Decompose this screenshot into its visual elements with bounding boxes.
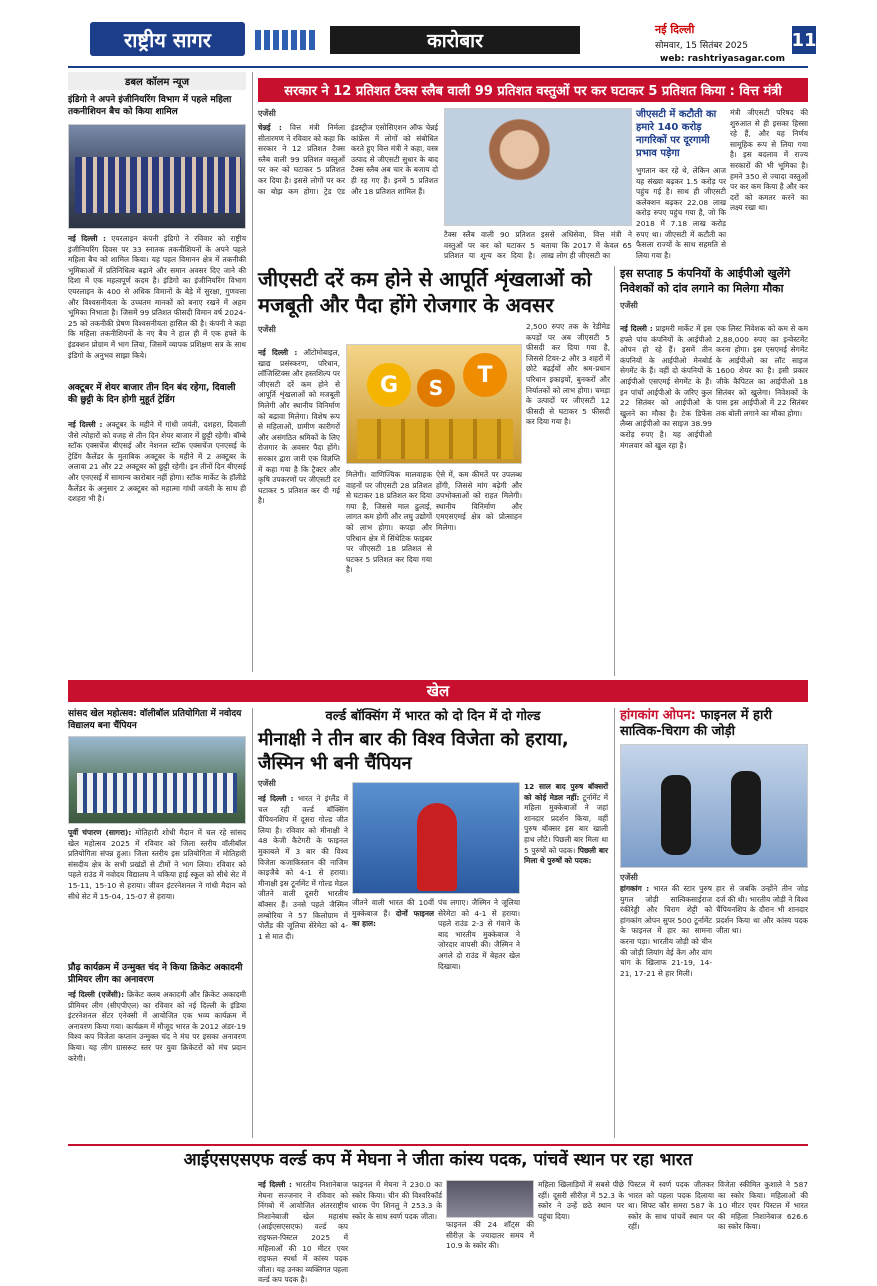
edition-date: सोमवार, 15 सितंबर 2025 (655, 41, 748, 51)
column-divider (252, 708, 253, 1138)
column-divider (614, 708, 615, 1138)
shooter-photo (446, 1180, 534, 1218)
photo-caption: जीतने वाली भारत की 10वीं मुक्केबाज हैं। (352, 898, 434, 918)
story-headline[interactable]: आईएसएसएफ वर्ल्ड कप में मेघना ने जीता कांस्य पदक, पांचवें स्थान पर रहा भारत (183, 1150, 693, 1170)
hk-open-story (620, 708, 808, 1138)
story-headline[interactable]: अक्टूबर में शेयर बाजार तीन दिन बंद रहेगा, दिवाली की छुट्टी के दिन होगी मुहूर्त ट्रेडिंग (68, 383, 236, 405)
story-body: पिस्टल में स्वर्ण पदक जीतकर भारत को पहला पदक दिलाया था। सिफ्ट कौर समरा 587 के स्कोर के साथ पांचवें स्थान पर रहीं। (628, 1180, 714, 1232)
dateline: नई दिल्ली : (258, 1180, 292, 1189)
story-body: फाइनल में मेघना ने 230.0 का स्कोर किया। चीन की विश्वरिकॉर्ड धारक पेंग शिनलु ने 253.3 के स्कोर के साथ स्वर्ण पदक जीता। (352, 1180, 442, 1221)
sports-banner: खेल (68, 680, 808, 702)
subhead: पिछली बार मिला थे पुरुषों को पदक: (524, 845, 608, 866)
story-headline[interactable]: सांसद खेल महोत्सव: वॉलीबॉल प्रतियोगिता में नवोदय विद्यालय बना चैंपियन (68, 709, 242, 731)
subhead: 12 साल बाद पुरुष बॉक्सरों को कोई मेडल नहीं: (524, 782, 608, 802)
gst-coins-image (346, 344, 522, 464)
byline: एजेंसी (620, 301, 638, 310)
story-headline[interactable]: जीएसटी दरें कम होने से आपूर्ति शृंखलाओं को मजबूती और पैदा होंगे रोजगार के अवसर (258, 267, 592, 317)
story-body: टूर्नामेंट में महिला मुक्केबाजों ने जहां शानदार प्रदर्शन किया, वहीं पुरुष बॉक्सर इस बार खाली हाथ लौटे। पिछली बार मिला था 5 पुरुषों को पदक। (524, 792, 608, 855)
story-body: क्रिकेट क्लब अकादमी और क्रिकेट अकादमी प्रीमियर लीग (सीएपीएल) का रविवार को नई दिल्ली के इंडिया इंटरनेशनल सेंटर एनेक्सी में आयोजित एक भव्य कार्यक्रम में अनावरण किया गया। कार्यक्रम में मौजूद भारत के 2012 अंडर-19 विश्व कप विजेता कप्तान उन्मुक्त चंद ने मंच पर इसका अनावरण किया। यह लीग ग्रासरूट स्तर पर युवा क्रिकेटरों को मंच प्रदान करेगी। (68, 990, 247, 1063)
byline: एजेंसी (258, 109, 276, 118)
edition-city: नई दिल्ली (655, 23, 695, 36)
dateline: नई दिल्ली : (258, 348, 298, 357)
story-body: विजेता स्कीमित कुशाले ने 587 का स्कोर किया। महिलाओं की 10 मीटर एयर पिस्टल में भारत की महिला निशानेबाज 626.6 का स्कोर किया। (718, 1180, 808, 1232)
story-headline[interactable]: इंडिगो ने अपने इंजीनियरिंग विभाग में पहले महिला तकनीशियन बैच को किया शामिल (68, 95, 232, 117)
lead-headline[interactable]: सरकार ने 12 प्रतिशत टैक्स स्लैब वाली 99 प्रतिशत वस्तुओं पर कर घटाकर 5 प्रतिशत किया : वित्त मंत्री (258, 78, 808, 102)
dateline: नई दिल्ली : (258, 794, 294, 803)
gst-letter-g: G (367, 363, 411, 407)
story-kicker: हांगकांग ओपन: (620, 708, 696, 723)
story-body: एयरलाइन कंपनी इंडिगो ने रविवार को राष्ट्रीय इंजीनियरिंग दिवस पर 33 स्नातक तकनीशियनों के अपने पहले महिला बैच को शामिल किया। यह पहल विमानन क्षेत्र में तकनीकी भूमिकाओं में प्रतिनिधित्व बढ़ाने और समान अवसर दिए जाने की दिशा में एक महत्वपूर्ण कदम है। इंडिगो का इंजीनियरिंग विभाग एयरलाइन के 400 से अधिक विमानों के बेड़े में सुरक्षा, गुणवत्ता और विश्वसनीयता के उच्चतम मानकों को बनाए रखने में अहम भूमिका निभाता है। जिसमें 99 प्रतिशत फीसदी विमान वर्ष 2024-25 को तकनीकी प्रेषण विश्वसनीयता हासिल की है। कंपनी ने कहा कि महिला तकनीशियनों के नए बैच ने हाल ही में एक हफ्ते के इंडक्शन प्रोग्राम में भाग लिया, जिसमें व्यापक प्रशिक्षण सत्र के साथ इंडिगो के अनुभव साझा किये। (68, 234, 246, 360)
lead-story-left (258, 108, 438, 258)
dateline: नई दिल्ली : (68, 234, 106, 243)
lead-pull-quote-column (636, 108, 726, 258)
coin-stacks (357, 419, 513, 459)
story-body: मिलेगी। वाणिज्यिक मालवाहक वाहनों पर जीएसटी 28 प्रतिशत से घटाकर 18 प्रतिशत कर दिया गया है, जिससे माल ढुलाई, लागत कम होगी और लघु उद्योगों को लाभ होगा। कपड़ा और परिधान क्षेत्र में सिंथेटिक फाइबर पर जीएसटी 18 प्रतिशत से घटकर 5 प्रतिशत कर दिया गया है। (346, 470, 432, 575)
brand-logo: राष्ट्रीय सागर (90, 22, 245, 56)
story-body: ऐसे में, कम कीमतें पर उपलब्ध होंगी, जिससे मांग बढ़ेगी और उपभोक्ताओं को राहत मिलेगी। स्थानीय विनिर्माण और एमएसएमई क्षेत्र को प्रोत्साहन मिलेगा। (436, 470, 522, 532)
story-body: भारत ने इंग्लैंड में चल रही वर्ल्ड बॉक्सिंग चैंपियनशिप में दूसरा गोल्ड जीत लिया है। रविवार को मीनाक्षी ने 48 केजी कैटेगरी के फाइनल मुकाबले में 3 बार की विश्व विजेता कजाकिस्तान की नाजिम काइजैबे को 4-1 से हराया। मीनाक्षी इस टूर्नामेंट में गोल्ड मेडल जीतने वाली दूसरी भारतीय बॉक्सर हैं। उनसे पहले जैस्मिन लम्बोरिया ने 57 किलोग्राम में पोलैंड की जूलिया सेरेमेटा को 4-1 से मात दी। (258, 794, 348, 941)
story-body: प्राइमरी मार्केट में इस हफ्ते पांच कंपनियों के आईपीओ ओपन हो रहे हैं। इसमें तीन कंपनियों के आईपीओ मेनबोर्ड सेगमेंट के हैं। वहीं दो कंपनियों के आईपीओ एसएमई सेगमेंट के हैं। इन पांचों आईपीओ के जरिए कुल 22 सितंबर को आईपीओ के खुलने का मौका है। टेक डिफेंस लैब्स आईपीओ का साइज 38.99 करोड़ रुपए है। यह आईपीओ मंगलवार को खुल रहा है। (620, 324, 712, 450)
page-number: 11 (792, 26, 816, 54)
story-headline[interactable]: मीनाक्षी ने तीन बार की विश्व विजेता को हराया, जैस्मिन भी बनी चैंपियन (258, 729, 569, 774)
story-body: एक लिस्ट निवेशक को कम से कम 2,88,000 रुपए का इन्वेस्टमेंट करना होगा। इस एसएमई सेगमेंट के आईपीओ का लॉट साइज 1600 शेयर का है। इसी प्रकार जीके कैपिटल का आईपीओ 18 सितंबर को खुलेगा। निवेशकों के पास इस आईपीओ में 22 सितंबर तक बोली लगाने का मौका होगा। (716, 324, 808, 418)
section-title: कारोबार (330, 26, 580, 54)
column-divider (252, 72, 253, 672)
gst-letter-t: T (463, 353, 507, 397)
gst-story (258, 266, 610, 676)
dateline: नई दिल्ली : (68, 420, 103, 429)
column-label: डबल कॉलम न्यूज (68, 72, 246, 90)
dateline: नई दिल्ली (एजेंसी): (68, 990, 125, 999)
story-body: भुगतान कर रहे थे, लेकिन आज यह संख्या बढ़कर 1.5 करोड़ पर पहुंच गई है। साथ ही जीएसटी कलेक्शन बढ़कर 22.08 लाख करोड़ रुपए पहुंच गया है, जो कि 2018 में 7.18 लाख करोड़ रुपए था। जीएसटी में कटौती का फैसला राज्यों के साथ सहमति से लिया गया है। (636, 166, 726, 260)
story-kicker: वर्ल्ड बॉक्सिंग में भारत को दो दिन में दो गोल्ड (325, 709, 541, 724)
story-body: अक्टूबर के महीने में गांधी जयंती, दशहरा, दिवाली जैसे त्योहारों को वजह से तीन दिन शेयर बाजार में छुट्टी रहेगी। बॉम्बे स्टॉक एक्सचेंज बीएसई और नेशनल स्टॉक एक्सचेंज एनएसई के ट्रेडिंग कैलेंडर के मुताबिक अक्टूबर के महीने में 2 अक्टूबर के अलावा 21 और 22 अक्टूबर को छुट्टी रहेगी। इन तीनों दिन बीएसई और एनएसई में सामान्य कारोबार नहीं होगा। स्टॉक मार्केट के हॉलीडे कैलेंडर के अनुसार 2 अक्टूबर को महात्मा गांधी जयंती के साथ ही दशहरा भी है। (68, 420, 246, 504)
ipo-story (620, 266, 808, 676)
finance-minister-photo (444, 108, 632, 226)
volleyball-team-photo (68, 736, 246, 824)
pull-quote: जीएसटी में कटौती का हमारे 140 करोड़ नागरिकों पर दूरगामी प्रभाव पड़ेगा (636, 109, 717, 159)
story-body: महिला खिलाड़ियों में सबसे पीछे रहीं। दूसरी सीरीज़ में 52.3 के स्कोर ने उन्हें छठे स्थान पर पहुंचा दिया। (538, 1180, 624, 1221)
header-rule (68, 66, 808, 68)
byline: एजेंसी (258, 779, 276, 788)
story-headline[interactable]: इस सप्ताह 5 कंपनियों के आईपीओ खुलेंगे निवेशकों को दांव लगाने का मिलेगा मौका (620, 267, 791, 295)
photo-caption: फाइनल की 24 शॉट्स की सीरीज़ के ज्यादातर समय में 10.9 के स्कोर की। (446, 1220, 534, 1251)
byline: एजेंसी (620, 873, 638, 882)
indigo-group-photo (68, 124, 246, 229)
story-body: मंत्री जीएसटी परिषद की शुरुआत से ही इसका हिस्सा रहे हैं, और यह निर्णय सामूहिक रूप से लिया गया है। इस बदलाव में राज्य सरकारों की भी भूमिका है। हमने 350 से ज्यादा वस्तुओं पर कर कम किया है और कर दरों को कमतर करने का लक्ष्य रखा था। (730, 108, 808, 213)
issf-headline-bar (68, 1144, 808, 1174)
photo-caption: टैक्स स्लैब वाली 90 प्रतिशत वस्तुओं पर कर को घटाकर 5 प्रतिशत या शून्य कर दिया है। (444, 230, 535, 261)
story-body: भारत की स्टार पुरुष युगल जोड़ी सात्विकसाईराज रंकीरेड्डी और चिराग शेट्टी को हांगकांग ओपन सुपर 500 टूर्नामेंट के फाइनल में हार का सामना करना पड़ा। भारतीय जोड़ी को चीन की जोड़ी लियांग वेई केंग और वांग चांग के खिलाफ 21-19, 14-21, 17-21 से हार मिली। (620, 884, 712, 978)
subhead: दोनों फाइनल का हाल: (352, 908, 434, 929)
dateline: नई दिल्ली : (620, 324, 653, 333)
boxer-celebration-photo (352, 782, 520, 894)
website-link[interactable]: web: rashtriyasagar.com (660, 54, 786, 64)
brand-pattern (255, 30, 315, 50)
story-body: ऑटोमोबाइल, खाद्य प्रसंस्करण, परिधान, लॉजिस्टिक्स और हस्तशिल्प पर जीएसटी दरें कम होने से आपूर्ति शृंखलाओं को मजबूती मिलेगी और स्थानीय विनिर्माण को बढ़ावा मिलेगा। विशेष रूप से महिलाओं, ग्रामीण कारीगरों और असंगठित श्रमिकों के लिए रोजगार के अवसर पैदा होंगे। सरकार द्वारा जारी एक विज्ञप्ति में कहा गया है कि ट्रैक्टर और कृषि उपकरणों पर जीएसटी दर घटाकर 5 प्रतिशत कर दी गई है। (258, 348, 340, 506)
column-divider (614, 266, 615, 676)
story-body: वित्त मंत्री निर्मला सीतारमण ने रविवार को कहा कि सरकार ने 12 प्रतिशत टैक्स स्लैब वाली 99 प्रतिशत वस्तुओं पर कर को घटाकर 5 प्रतिशत कर दिया है। इससे लोगों पर कर का बोझ कम होगा। ट्रेड एंड इंडस्ट्रीज एसोसिएशन ऑफ चेन्नई कांफ्रेंस में लोगों को संबोधित करते हुए वित्त मंत्री ने कहा, वस्त्र उत्पाद से जीएसटी सुधार के बाद टैक्स स्लैब अब चार के बजाय दो ही रह गए हैं। इनमें 5 प्रतिशत और 18 प्रतिशत शामिल हैं। (258, 123, 438, 196)
story-body: हार से जबकि उन्होंने तीन जोड़ दर्ज की थी। भारतीय जोड़ी ने विश्व चैंपियनशिप के दौरान भी शानदार प्रदर्शन किया था और कांस्य पदक जीता था। (716, 884, 808, 936)
dateline: पूर्वी चंपारण (सागरा): (68, 828, 132, 837)
story-body: पंच लगाए। जैस्मिन ने जूलिया सेरेमेटा को 4-1 से हराया। पहले राउंड 2-3 से गंवाने के बाद भारतीय मुक्केबाज ने जोरदार वापसी की। जैस्मिन ने अगले दो राउंड में बेहतर खेल दिखाया। (438, 898, 520, 971)
gst-letter-s: S (417, 369, 455, 407)
photo-caption-2: इससे अधिसेवा, वित्त मंत्री ने बताया कि 2017 में केवल 65 लाख लोग ही जीएसटी का (541, 230, 632, 261)
story-body: 2,500 रुपए तक के रेडीमेड कपड़ों पर अब जीएसटी 5 फीसदी कर दिया गया है, जिससे टियर-2 और 3 शहरों में छोटे बढ़ईयों और श्रम-प्रधान परिधान इकाइयों, बुनकरों और निर्यातकों को लाभ होगा। चमड़ा के उत्पादों पर जीएसटी 12 फीसदी से घटाकर 5 फीसदी कर दिया गया है। (526, 322, 610, 427)
boxing-story (258, 708, 608, 1138)
badminton-players-photo (620, 744, 808, 868)
double-column-news (68, 72, 246, 672)
story-body: भारतीय निशानेबाज मेघना सज्जनार ने रविवार को निंगबो में आयोजित अंतरराष्ट्रीय निशानेबाजी खेल महासंघ (आईएसएसएफ) वर्ल्ड कप राइफल-पिस्टल 2025 में महिलाओं की 10 मीटर एयर राइफल स्पर्धा में कांस्य पदक जीता। यह उनका व्यक्तिगत पहला वर्ल्ड कप पदक है। (258, 1180, 348, 1285)
byline: एजेंसी (258, 325, 276, 334)
dateline: चेन्नई : (258, 123, 282, 132)
story-headline[interactable]: प्रौढ़ कार्यक्रम में उन्मुक्त चंद ने किया क्रिकेट अकादमी प्रीमियर लीग का अनावरण (68, 963, 243, 985)
dateline: हांगकांग : (620, 884, 650, 893)
story-headline[interactable]: फाइनल में हारी सात्विक-चिराग की जोड़ी (620, 708, 773, 739)
masthead (0, 0, 877, 64)
story-body: मोतिहारी शोधी मैदान में चल रहे सांसद खेल महोत्सव 2025 में रविवार को जिला स्तरीय वॉलीबॉल प्रतियोगिता संपन्न हुआ। जिला स्तरीय इस प्रतियोगिता में मोतिहारी संसदीय क्षेत्र के सभी प्रखंडों से टीमों ने भाग लिया। रविवार को पहले राउंड में नवोदय विद्यालय ने चकिया हाई स्कूल को सीधे सेट में 15-11, 15-10 से हराया। जीवन इंटरनेशनल ने गांधी मैदान को सीधे सेट में 15-04, 15-07 से हराया। (68, 828, 246, 901)
volleyball-story (68, 708, 246, 1028)
